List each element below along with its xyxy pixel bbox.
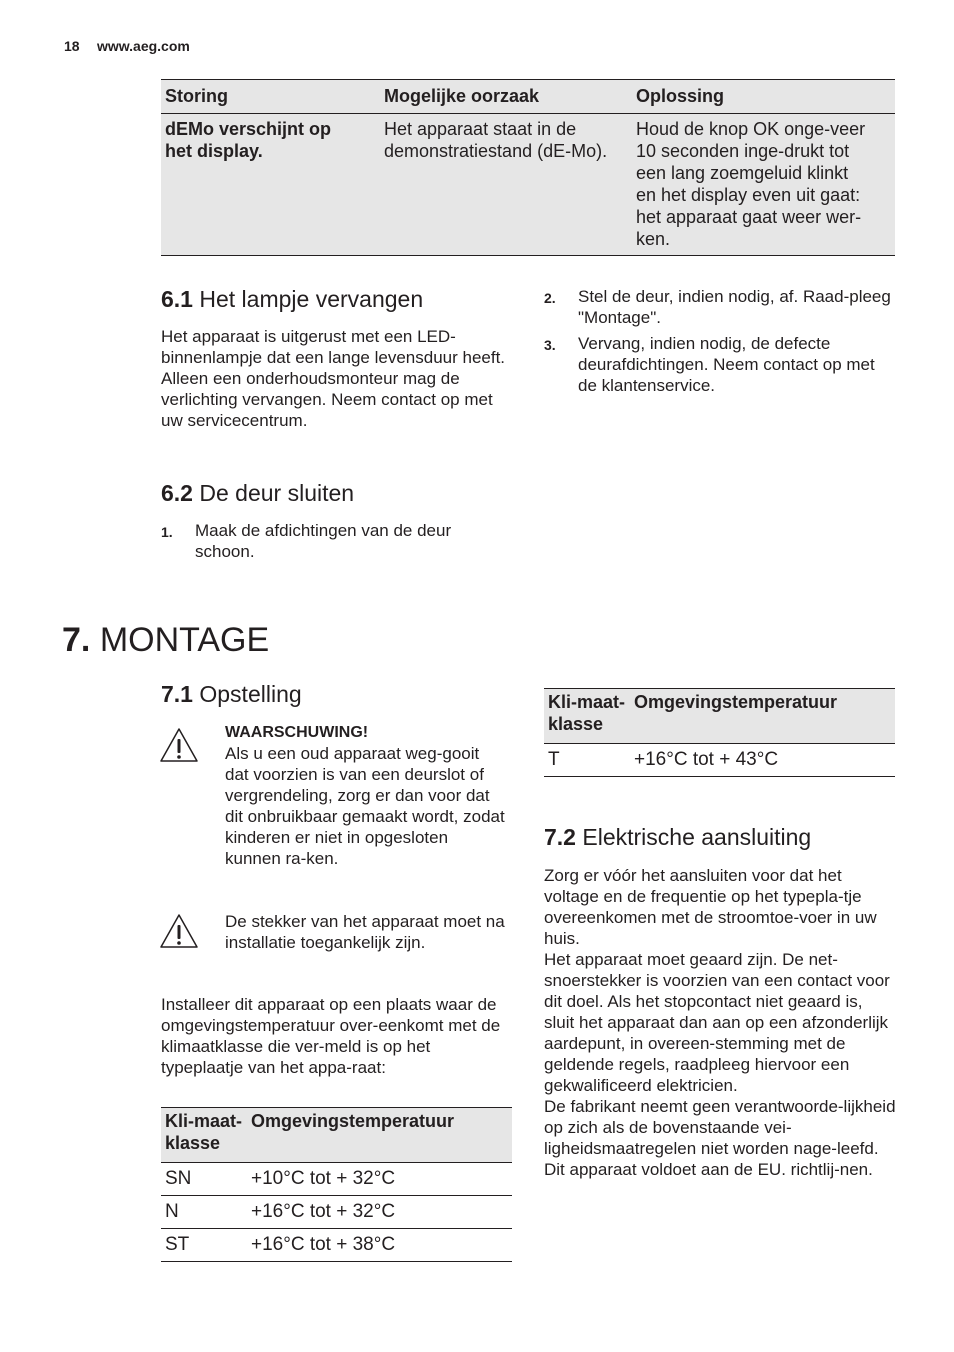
paragraph: Zorg er vóór het aansluiten voor dat het voltage en de frequentie op het typepla-tje overeenkomen met de stroomtoe-voer in uw huis.: [544, 866, 877, 948]
step-number: 3.: [544, 337, 556, 353]
paragraph: Alleen een onderhoudsmonteur mag de verlichting vervangen. Neem contact op met uw servicecentrum.: [161, 369, 493, 430]
table-header-row: [161, 1108, 512, 1163]
step-number: 2.: [544, 290, 556, 306]
paragraph: De fabrikant neemt geen verantwoorde-lijkheid op zich als de bovenstaande vei-ligheidsmaatregelen niet worden nage-leefd.: [544, 1097, 896, 1158]
troubleshooting-table: [161, 79, 895, 256]
cell-class: T: [544, 744, 630, 777]
step-text: Maak de afdichtingen van de deur schoon.: [195, 521, 452, 561]
section-number: 6.2: [161, 480, 193, 506]
section-number: 7.2: [544, 824, 576, 850]
header-klimaatklasse: Kli-maat-klasse: [161, 1108, 247, 1163]
table-row: [544, 744, 895, 777]
step-text: Stel de deur, indien nodig, af. Raad-pleeg "Montage".: [578, 287, 891, 327]
section-7-2-heading: [544, 823, 811, 851]
section-6-2-heading: [161, 479, 354, 507]
step-text: Vervang, indien nodig, de defecte deurafdichtingen. Neem contact op met de klantenservice.: [578, 334, 875, 395]
header-omgevingstemperatuur: Omgevingstemperatuur: [630, 689, 895, 744]
header-klimaatklasse: Kli-maat-klasse: [544, 689, 630, 744]
section-title: Elektrische aansluiting: [582, 824, 812, 850]
table-row: [161, 1163, 512, 1196]
section-number: 7.1: [161, 681, 193, 707]
section-6-1-body: [161, 326, 511, 431]
cell-temperature: +16°C tot + 38°C: [247, 1229, 512, 1262]
cell-class: SN: [161, 1163, 247, 1196]
table-row: [161, 114, 895, 256]
warning-title: WAARSCHUWING!: [225, 724, 369, 741]
paragraph: Het apparaat moet geaard zijn. De net-snoerstekker is voorzien van een contact voor dit doel. Als het stopcontact niet geaard is, sluit het apparaat dan aan op een afzonderlijk aardepunt, in overeen-stemming met de geldende regels, raadpleeg hiervoor een gekwalificeerd elektricien.: [544, 950, 890, 1095]
table-row: [161, 1229, 512, 1262]
section-7-1-heading: [161, 680, 302, 708]
cell-solution: Houd de knop OK onge-veer 10 seconden inge-drukt tot een lang zoemgeluid klinkt en het display even uit gaat: het apparaat gaat weer wer-ken.: [636, 119, 866, 249]
table-row: [161, 1196, 512, 1229]
paragraph: Het apparaat is uitgerust met een LED-binnenlampje dat een lange levensduur heeft.: [161, 327, 506, 367]
header-omgevingstemperatuur: Omgevingstemperatuur: [247, 1108, 512, 1163]
warning-text: Als u een oud apparaat weg-gooit dat voorzien is van een deurslot of vergrendeling, zorg er dan voor dat dit onbruikbaar gemaakt wordt, zodat kinderen er niet in opgesloten kunnen ra-ken.: [225, 744, 505, 868]
paragraph: Dit apparaat voldoet aan de EU. richtlij-nen.: [544, 1160, 873, 1179]
section-7-2-body: [544, 865, 896, 1180]
climate-table: [161, 1107, 512, 1262]
section-6-1-heading: [161, 285, 423, 313]
cell-class: ST: [161, 1229, 247, 1262]
cell-temperature: +10°C tot + 32°C: [247, 1163, 512, 1196]
warning-block: [225, 722, 505, 869]
cell-cause: Het apparaat staat in de demonstratiestand (dE-Mo).: [384, 119, 608, 161]
header-oplossing: Oplossing: [632, 80, 895, 114]
cell-temperature: +16°C tot + 43°C: [630, 744, 895, 777]
warning-icon: [159, 727, 199, 763]
page-number: 18: [64, 38, 80, 54]
cell-class: N: [161, 1196, 247, 1229]
step-number: 1.: [161, 524, 173, 540]
section-title: Opstelling: [199, 681, 302, 707]
installation-intro: Installeer dit apparaat op een plaats waar de omgevingstemperatuur over-eenkomt met de klimaatklasse die ver-meld is op het typeplaatje van het appa-raat:: [161, 995, 501, 1077]
header-oorzaak: Mogelijke oorzaak: [380, 80, 632, 114]
website-url: www.aeg.com: [97, 38, 190, 54]
section-title: De deur sluiten: [199, 480, 355, 506]
table-header-row: [544, 689, 895, 744]
section-number: 6.1: [161, 286, 193, 312]
chapter-heading: [62, 618, 269, 662]
caution-icon: [159, 913, 199, 949]
chapter-title: MONTAGE: [99, 621, 270, 659]
chapter-number: 7.: [62, 621, 91, 659]
climate-table-continued: [544, 688, 895, 777]
caution-text: De stekker van het apparaat moet na installatie toegankelijk zijn.: [225, 912, 505, 952]
section-title: Het lampje vervangen: [199, 286, 424, 312]
list-item: [161, 520, 511, 562]
cell-temperature: +16°C tot + 32°C: [247, 1196, 512, 1229]
list-item: [544, 286, 894, 328]
list-item: [544, 333, 894, 396]
cell-problem: dEMo verschijnt op het display.: [165, 119, 332, 161]
header-storing: Storing: [161, 80, 380, 114]
table-header-row: [161, 80, 895, 114]
